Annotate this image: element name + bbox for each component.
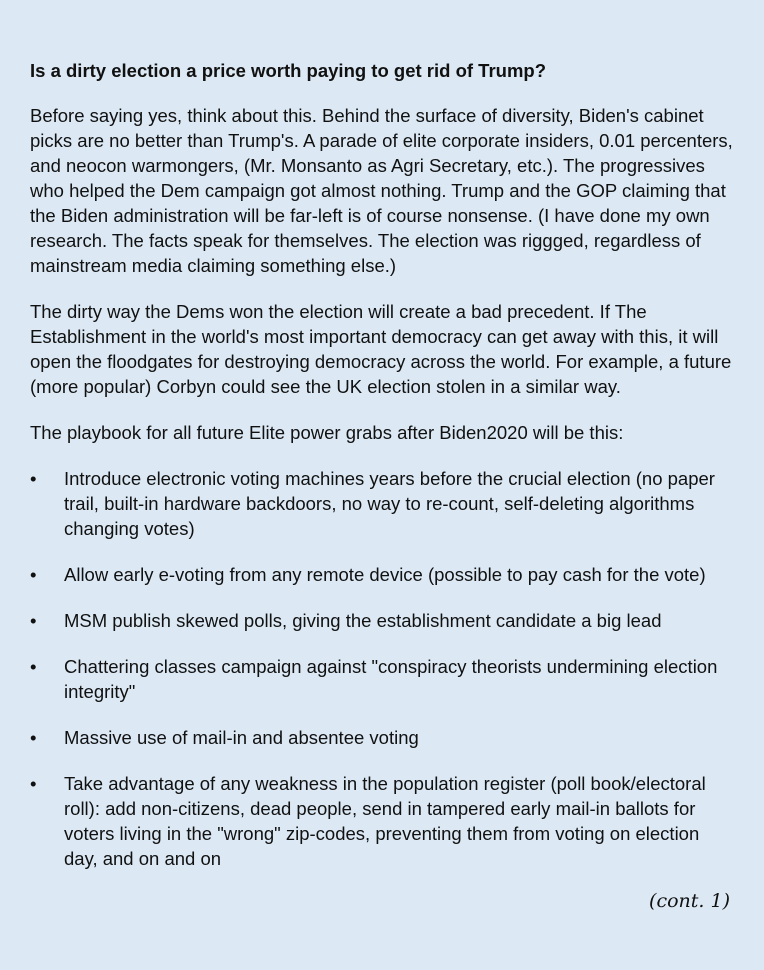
document-title: Is a dirty election a price worth paying to get rid of Trump? xyxy=(30,60,547,81)
list-item-text: MSM publish skewed polls, giving the establishment candidate a big lead xyxy=(64,610,662,631)
list-item-text: Massive use of mail-in and absentee voting xyxy=(64,727,419,748)
playbook-list xyxy=(30,466,734,871)
list-item xyxy=(30,725,734,750)
list-item xyxy=(30,466,734,541)
list-item xyxy=(30,654,734,704)
paragraph-intro: Before saying yes, think about this. Behind the surface of diversity, Biden's cabinet picks are no better than Trump's. A parade of elite corporate insiders, 0.01 percenters, and neocon warmongers, (Mr. Monsanto as Agri Secretary, etc.). The progressives who helped the Dem campaign got almost nothing. Trump and the GOP claiming that the Biden administration will be far-left is of course nonsense. (I have done my own research. The facts speak for themselves. The election was riggged, regardless of mainstream media claiming something else.) xyxy=(30,105,733,276)
list-item-text: Introduce electronic voting machines years before the crucial election (no paper trail, built-in hardware backdoors, no way to re-count, self-deleting algorithms changing votes) xyxy=(64,468,715,539)
list-item xyxy=(30,608,734,633)
bullet-icon: • xyxy=(30,656,37,677)
bullet-icon: • xyxy=(30,727,37,748)
bullet-icon: • xyxy=(30,564,37,585)
list-item-text: Take advantage of any weakness in the population register (poll book/electoral roll): add non-citizens, dead people, send in tampered early mail-in ballots for voters living in the "wrong" zip-codes, preventing them from voting on election day, and on and on xyxy=(64,773,706,869)
paragraph-precedent: The dirty way the Dems won the election will create a bad precedent. If The Establishment in the world's most important democracy can get away with this, it will open the floodgates for destroying democracy across the world. For example, a future (more popular) Corbyn could see the UK election stolen in a similar way. xyxy=(30,301,732,397)
list-item xyxy=(30,562,734,587)
paragraph-playbook-intro: The playbook for all future Elite power grabs after Biden2020 will be this: xyxy=(30,422,624,443)
list-item-text: Chattering classes campaign against "conspiracy theorists undermining election integrity" xyxy=(64,656,718,702)
bullet-icon: • xyxy=(30,610,37,631)
continuation-note: (cont. 1) xyxy=(649,890,730,912)
list-item-text: Allow early e-voting from any remote device (possible to pay cash for the vote) xyxy=(64,564,706,585)
bullet-icon: • xyxy=(30,468,37,489)
bullet-icon: • xyxy=(30,773,37,794)
list-item xyxy=(30,771,734,871)
